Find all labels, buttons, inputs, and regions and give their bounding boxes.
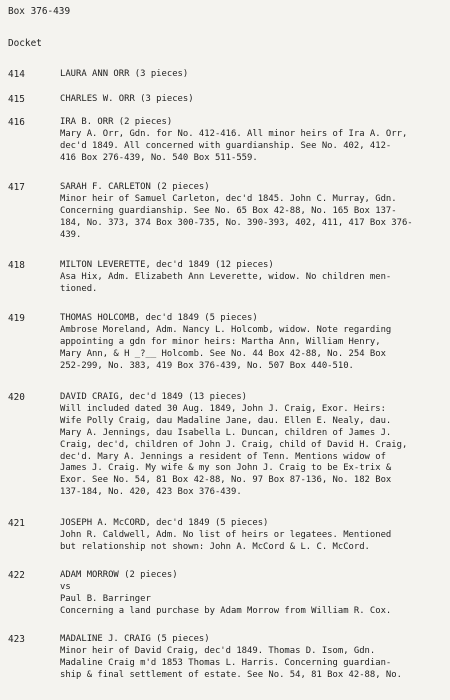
entry-number: 420 xyxy=(8,392,25,403)
entry-line: but relationship not shown: John A. McCord & L. C. McCord. xyxy=(60,541,370,552)
entry-line: dec'd. Mary A. Jennings a resident of Tenn. Mentions widow of xyxy=(60,451,386,462)
entry-line: ship & final settlement of estate. See No. 54, 81 Box 42-88, No. xyxy=(60,669,402,680)
entry-line: Asa Hix, Adm. Elizabeth Ann Leverette, widow. No children men- xyxy=(60,271,392,282)
entry-line: Craig, dec'd, children of John J. Craig, child of David H. Craig, xyxy=(60,439,408,450)
entry-number: 421 xyxy=(8,518,25,529)
entry-line: John R. Caldwell, Adm. No list of heirs or legatees. Mentioned xyxy=(60,529,392,540)
entry-title: DAVID CRAIG, dec'd 1849 (13 pieces) xyxy=(60,392,248,402)
entry-line: 137-184, No. 420, 423 Box 376-439. xyxy=(60,487,242,498)
entry-line: Mary A. Jennings, dau Isabella L. Duncan, children of James J. xyxy=(60,427,392,438)
entry-line: Paul B. Barringer xyxy=(60,593,151,604)
entry-number: 422 xyxy=(8,570,25,581)
entry-line: James J. Craig. My wife & my son John J. Craig to be Ex-trix & xyxy=(60,463,392,474)
entry-line: vs xyxy=(60,581,71,592)
entry-text xyxy=(60,313,444,373)
entry-line: Ambrose Moreland, Adm. Nancy L. Holcomb, widow. Note regarding xyxy=(60,324,392,335)
entry-text xyxy=(60,518,444,554)
entry-line: Minor heir of David Craig, dec'd 1849. Thomas D. Isom, Gdn. xyxy=(60,645,376,656)
entry-line: Wife Polly Craig, dau Madaline Jane, dau. Ellen E. Nealy, dau. xyxy=(60,415,392,426)
entry-title: SARAH F. CARLETON (2 pieces) xyxy=(60,182,210,192)
entry-number: 423 xyxy=(8,634,25,645)
entry-number: 414 xyxy=(8,69,25,80)
entry-number: 416 xyxy=(8,117,25,128)
entry-line: 416 Box 276-439, No. 540 Box 511-559. xyxy=(60,152,258,163)
entry-title: JOSEPH A. McCORD, dec'd 1849 (5 pieces) xyxy=(60,518,269,528)
entry-title: LAURA ANN ORR (3 pieces) xyxy=(60,69,189,79)
docket-label: Docket xyxy=(8,38,42,49)
entry-text xyxy=(60,182,444,242)
entry-line: Concerning a land purchase by Adam Morrow from William R. Cox. xyxy=(60,605,392,616)
entry-text xyxy=(60,260,444,296)
entry-number: 418 xyxy=(8,260,25,271)
entry-text xyxy=(60,392,444,499)
entry-text xyxy=(60,94,444,106)
entry-text xyxy=(60,570,444,618)
entry-title: THOMAS HOLCOMB, dec'd 1849 (5 pieces) xyxy=(60,313,258,323)
entry-line: Mary A. Orr, Gdn. for No. 412-416. All minor heirs of Ira A. Orr, xyxy=(60,128,408,139)
entry-line: 184, No. 373, 374 Box 300-735, No. 390-393, 402, 411, 417 Box 376- xyxy=(60,217,413,228)
entry-line: tioned. xyxy=(60,283,98,294)
entry-line: Minor heir of Samuel Carleton, dec'd 1845. John C. Murray, Gdn. xyxy=(60,193,397,204)
entry-line: Will included dated 30 Aug. 1849, John J. Craig, Exor. Heirs: xyxy=(60,403,386,414)
entry-number: 415 xyxy=(8,94,25,105)
entry-line: 439. xyxy=(60,229,82,240)
entry-text xyxy=(60,634,444,682)
entry-title: ADAM MORROW (2 pieces) xyxy=(60,570,178,580)
entry-title: CHARLES W. ORR (3 pieces) xyxy=(60,94,194,104)
entry-title: MILTON LEVERETTE, dec'd 1849 (12 pieces) xyxy=(60,260,274,270)
entry-line: Exor. See No. 54, 81 Box 42-88, No. 97 Box 87-136, No. 182 Box xyxy=(60,475,392,486)
entry-line: Mary Ann, & H _?__ Holcomb. See No. 44 Box 42-88, No. 254 Box xyxy=(60,348,386,359)
entry-line: 252-299, No. 383, 419 Box 376-439, No. 507 Box 440-510. xyxy=(60,360,354,371)
entry-number: 419 xyxy=(8,313,25,324)
entry-line: appointing a gdn for minor heirs: Martha Ann, William Henry, xyxy=(60,336,381,347)
entry-number: 417 xyxy=(8,182,25,193)
entry-title: MADALINE J. CRAIG (5 pieces) xyxy=(60,634,210,644)
box-heading: Box 376-439 xyxy=(8,6,71,17)
entry-text xyxy=(60,117,444,165)
entry-line: dec'd 1849. All concerned with guardianship. See No. 402, 412- xyxy=(60,140,392,151)
entry-line: Concerning guardianship. See No. 65 Box 42-88, No. 165 Box 137- xyxy=(60,205,397,216)
entry-text xyxy=(60,69,444,81)
entry-line: Madaline Craig m'd 1853 Thomas L. Harris. Concerning guardian- xyxy=(60,657,392,668)
entry-title: IRA B. ORR (2 pieces) xyxy=(60,117,173,127)
